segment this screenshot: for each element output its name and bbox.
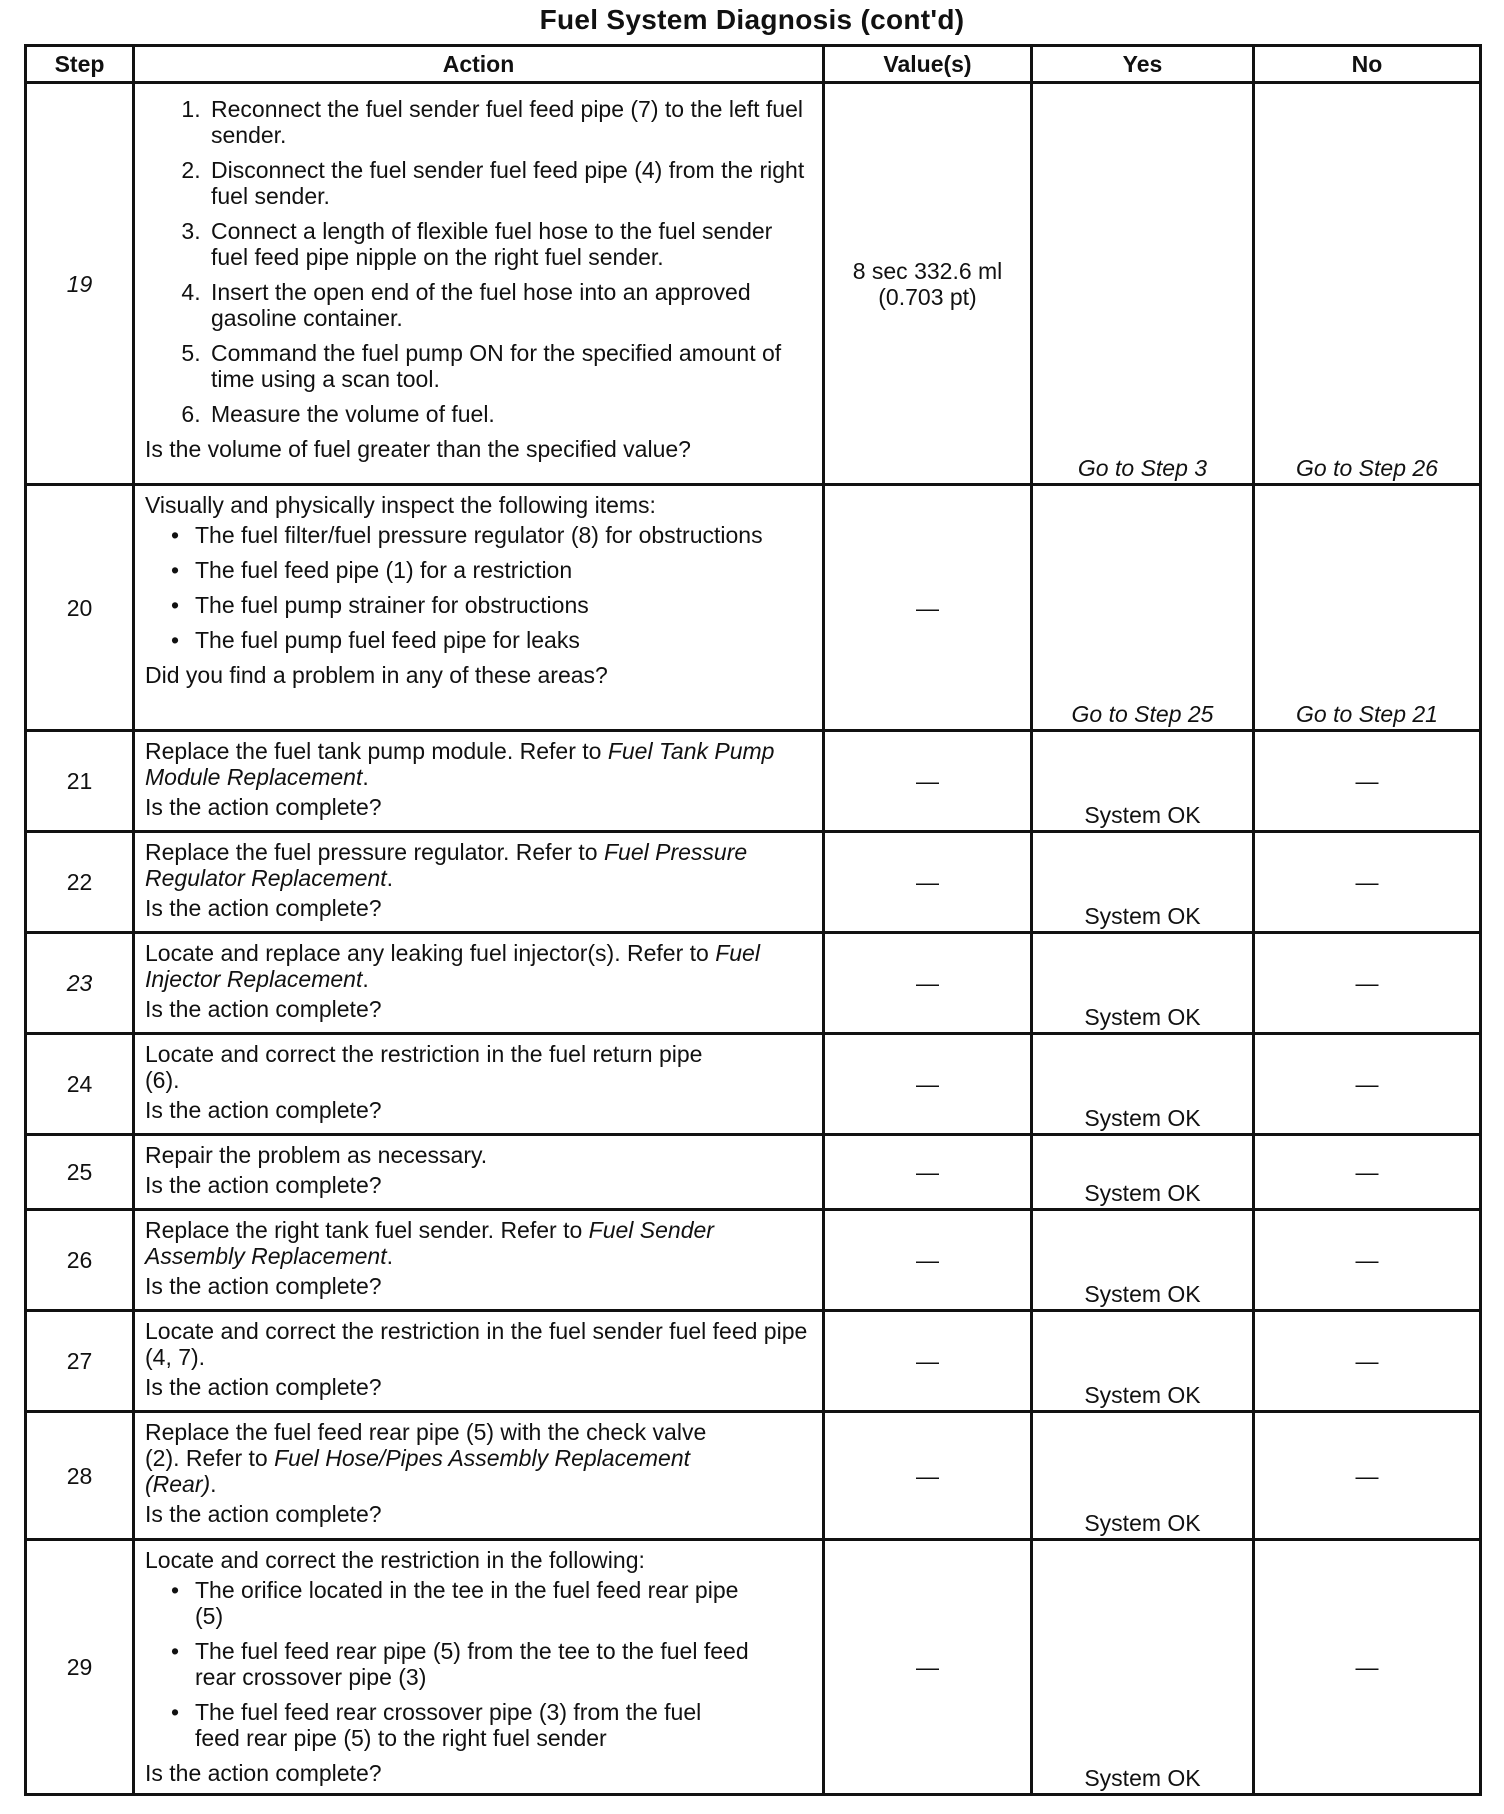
page-title: Fuel System Diagnosis (cont'd) [539, 4, 965, 35]
table-row-29 [26, 1540, 1481, 1795]
table-row-26 [26, 1210, 1481, 1311]
action-cell [134, 731, 824, 832]
step-number: 21 [26, 731, 134, 832]
table-row-28 [26, 1412, 1481, 1540]
reference-link-text: Fuel Injector Replacement [145, 940, 760, 992]
list-item: 4. Insert the open end of the fuel hose into an approved gasoline container. [207, 279, 812, 331]
question-text: Is the action complete? [145, 1501, 382, 1527]
list-item: • The orifice located in the tee in the fuel feed rear pipe (5) [191, 1577, 752, 1629]
header-yes: Yes [1032, 46, 1254, 83]
question-text: Is the action complete? [145, 996, 382, 1022]
value-cell: — [824, 731, 1032, 832]
action-cell [134, 1412, 824, 1540]
action-text: Locate and correct the restriction in the following: [145, 1547, 645, 1573]
value-cell: — [824, 933, 1032, 1034]
action-cell [134, 1540, 824, 1795]
inspection-list [145, 522, 812, 653]
yes-cell: System OK [1032, 832, 1254, 933]
step-number: 22 [26, 832, 134, 933]
step-number: 20 [26, 485, 134, 731]
action-text: Repair the problem as necessary. [145, 1142, 488, 1168]
question-text: Is the action complete? [145, 1760, 382, 1786]
question-text: Is the action complete? [145, 1273, 382, 1299]
list-item: • The fuel feed rear crossover pipe (3) from the fuel feed rear pipe (5) to the right fuel sender [191, 1699, 752, 1751]
no-cell: — [1254, 731, 1481, 832]
action-cell [134, 832, 824, 933]
list-item: 2. Disconnect the fuel sender fuel feed pipe (4) from the right fuel sender. [207, 157, 812, 209]
action-instruction: Replace the fuel pressure regulator. Refer to [145, 839, 604, 865]
value-cell: — [824, 1540, 1032, 1795]
diagnosis-table [24, 44, 1482, 1796]
list-item: 1. Reconnect the fuel sender fuel feed pipe (7) to the left fuel sender. [207, 96, 812, 148]
question-text: Is the action complete? [145, 1097, 382, 1123]
value-cell: — [824, 1135, 1032, 1210]
action-cell [134, 1311, 824, 1412]
no-cell: — [1254, 832, 1481, 933]
header-row [26, 46, 1481, 83]
question-text: Is the action complete? [145, 895, 382, 921]
step-number: 25 [26, 1135, 134, 1210]
yes-cell: System OK [1032, 1210, 1254, 1311]
table-row-25 [26, 1135, 1481, 1210]
table-row-21 [26, 731, 1481, 832]
no-cell: — [1254, 1135, 1481, 1210]
value-cell: — [824, 1210, 1032, 1311]
value-cell: — [824, 832, 1032, 933]
action-cell [134, 83, 824, 485]
no-cell: — [1254, 1540, 1481, 1795]
list-item: • The fuel feed rear pipe (5) from the tee to the fuel feed rear crossover pipe (3) [191, 1638, 752, 1690]
reference-link-text: Fuel Sender Assembly Replacement [145, 1217, 714, 1269]
yes-cell: System OK [1032, 1034, 1254, 1135]
action-instruction: Locate and replace any leaking fuel injector(s). Refer to [145, 940, 716, 966]
punctuation: . [210, 1471, 217, 1497]
header-no: No [1254, 46, 1481, 83]
step-number: 26 [26, 1210, 134, 1311]
action-text [145, 940, 812, 992]
reference-link-text: Fuel Pressure Regulator Replacement [145, 839, 748, 891]
value-text: 8 sec 332.6 ml [852, 257, 1003, 284]
action-text [145, 738, 812, 790]
table-row-23 [26, 933, 1481, 1034]
value-text: (0.703 pt) [878, 283, 977, 310]
list-item: 6. Measure the volume of fuel. [207, 401, 812, 427]
no-cell: Go to Step 21 [1254, 485, 1481, 731]
yes-cell: System OK [1032, 1412, 1254, 1540]
list-item: 5. Command the fuel pump ON for the specified amount of time using a scan tool. [207, 340, 812, 392]
value-cell: — [824, 1034, 1032, 1135]
header-step: Step [26, 46, 134, 83]
yes-cell: System OK [1032, 1311, 1254, 1412]
list-item: • The fuel filter/fuel pressure regulator (8) for obstructions [191, 522, 812, 548]
yes-cell: System OK [1032, 731, 1254, 832]
table-row-19 [26, 83, 1481, 485]
list-item: • The fuel pump strainer for obstructions [191, 592, 812, 618]
reference-link-text: Fuel Hose/Pipes Assembly Replacement (Rear) [145, 1445, 690, 1497]
action-text [145, 1419, 812, 1497]
no-cell: Go to Step 26 [1254, 83, 1481, 485]
action-text: Visually and physically inspect the following items: [145, 492, 656, 518]
procedure-list [145, 96, 812, 427]
header-values: Value(s) [824, 46, 1032, 83]
yes-cell: Go to Step 25 [1032, 485, 1254, 731]
header-action: Action [134, 46, 824, 83]
value-cell: — [824, 1311, 1032, 1412]
value-cell: — [824, 485, 1032, 731]
question-text: Is the action complete? [145, 1172, 382, 1198]
punctuation: . [362, 764, 369, 790]
value-cell: — [824, 1412, 1032, 1540]
list-item: • The fuel feed pipe (1) for a restriction [191, 557, 812, 583]
yes-cell: System OK [1032, 933, 1254, 1034]
action-text: Locate and correct the restriction in the fuel sender fuel feed pipe (4, 7). [145, 1318, 808, 1370]
no-cell: — [1254, 1034, 1481, 1135]
action-instruction: Replace the right tank fuel sender. Refer to [145, 1217, 589, 1243]
step-number: 27 [26, 1311, 134, 1412]
question-text: Is the action complete? [145, 1374, 382, 1400]
value-cell [824, 83, 1032, 485]
action-cell [134, 933, 824, 1034]
punctuation: . [386, 865, 394, 891]
table-row-20 [26, 485, 1481, 731]
yes-cell: System OK [1032, 1540, 1254, 1795]
action-cell [134, 1034, 824, 1135]
question-text: Is the volume of fuel greater than the specified value? [145, 436, 691, 462]
step-number: 24 [26, 1034, 134, 1135]
step-number: 19 [26, 83, 134, 485]
table-row-24 [26, 1034, 1481, 1135]
restriction-list [145, 1577, 812, 1751]
table-row-22 [26, 832, 1481, 933]
punctuation: . [362, 966, 369, 992]
no-cell: — [1254, 933, 1481, 1034]
action-text: Locate and correct the restriction in the fuel return pipe (6). [145, 1041, 703, 1093]
question-text: Is the action complete? [145, 794, 382, 820]
question-text: Did you find a problem in any of these areas? [145, 662, 608, 688]
step-number: 29 [26, 1540, 134, 1795]
list-item: • The fuel pump fuel feed pipe for leaks [191, 627, 812, 653]
action-instruction: Replace the fuel feed rear pipe (5) with the check valve (2). Refer to [145, 1419, 707, 1471]
action-cell [134, 485, 824, 731]
action-cell [134, 1210, 824, 1311]
yes-cell: System OK [1032, 1135, 1254, 1210]
no-cell: — [1254, 1412, 1481, 1540]
step-number: 28 [26, 1412, 134, 1540]
step-number: 23 [26, 933, 134, 1034]
no-cell: — [1254, 1311, 1481, 1412]
action-text [145, 839, 812, 891]
yes-cell: Go to Step 3 [1032, 83, 1254, 485]
table-row-27 [26, 1311, 1481, 1412]
action-cell [134, 1135, 824, 1210]
list-item: 3. Connect a length of flexible fuel hose to the fuel sender fuel feed pipe nipple on the right fuel sender. [207, 218, 812, 270]
reference-link-text: Fuel Tank Pump Module Replacement [145, 738, 775, 790]
no-cell: — [1254, 1210, 1481, 1311]
action-text [145, 1217, 812, 1269]
action-instruction: Replace the fuel tank pump module. Refer to [145, 738, 608, 764]
punctuation: . [386, 1243, 393, 1269]
